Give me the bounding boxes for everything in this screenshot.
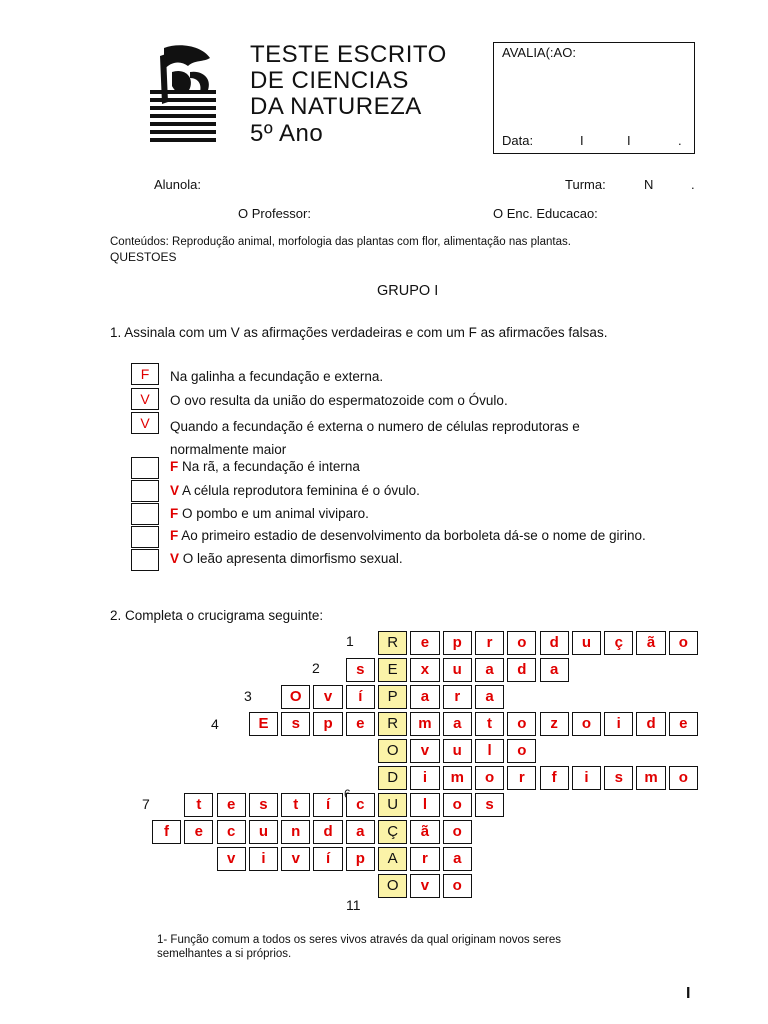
class-label: Turma:: [565, 177, 606, 192]
crossword-cell[interactable]: A: [378, 847, 407, 871]
statement-7-text: Ao primeiro estadio de desenvolvimento da borboleta dá-se o nome de girino.: [181, 528, 646, 543]
crossword-cell[interactable]: O: [281, 685, 310, 709]
evaluation-box: [493, 42, 695, 154]
crossword-cell[interactable]: E: [249, 712, 278, 736]
evaluation-label: AVALIA(:AO:: [502, 45, 576, 60]
number-end: .: [691, 177, 695, 192]
crossword-cell[interactable]: t: [281, 793, 310, 817]
title-line-2: DE CIENCIAS: [250, 67, 409, 94]
row-number-2: 2: [312, 660, 320, 676]
statement-6: [170, 506, 369, 521]
crossword-cell[interactable]: í: [313, 793, 342, 817]
crossword-cell[interactable]: d: [507, 658, 536, 682]
crossword-cell[interactable]: Ç: [378, 820, 407, 844]
statement-4: [170, 459, 360, 474]
answer-7: F: [170, 528, 179, 543]
crossword-cell[interactable]: O: [378, 874, 407, 898]
crossword-cell[interactable]: v: [217, 847, 246, 871]
crossword-cell[interactable]: p: [443, 631, 472, 655]
crossword-cell[interactable]: f: [152, 820, 181, 844]
statement-3-continued: normalmente maior: [170, 442, 287, 457]
question-2-prompt: 2. Completa o crucigrama seguinte:: [110, 608, 324, 623]
clue-1: 1- Função comum a todos os seres vivos através da qual originam novos seres: [157, 934, 561, 946]
crossword-cell[interactable]: R: [378, 631, 407, 655]
crossword-cell[interactable]: v: [410, 739, 439, 763]
row-number-1: 1: [346, 633, 354, 649]
crossword-cell[interactable]: d: [636, 712, 665, 736]
crossword-cell[interactable]: o: [475, 766, 504, 790]
crossword-cell[interactable]: e: [669, 712, 698, 736]
crossword-cell[interactable]: c: [217, 820, 246, 844]
crossword-cell[interactable]: f: [540, 766, 569, 790]
contents-line: Conteúdos: Reprodução animal, morfologia das plantas com flor, alimentação nas plantas.: [110, 236, 571, 248]
crossword-cell[interactable]: o: [507, 631, 536, 655]
crossword-cell[interactable]: ç: [604, 631, 633, 655]
crossword-cell[interactable]: i: [604, 712, 633, 736]
crossword-cell[interactable]: d: [313, 820, 342, 844]
answer-6: F: [170, 506, 179, 521]
statement-1: Na galinha a fecundação e externa.: [170, 369, 384, 384]
crossword-cell[interactable]: s: [475, 793, 504, 817]
title-line-4: 5º Ano: [250, 120, 324, 147]
clue-1-continued: semelhantes a si próprios.: [157, 948, 292, 960]
tf-box-7[interactable]: [131, 526, 159, 548]
tf-box-4[interactable]: [131, 457, 159, 479]
crossword-cell[interactable]: i: [410, 766, 439, 790]
crossword-cell[interactable]: ã: [636, 631, 665, 655]
date-end: .: [678, 133, 682, 148]
crossword-cell[interactable]: r: [475, 631, 504, 655]
crossword-cell[interactable]: a: [540, 658, 569, 682]
crossword-cell[interactable]: v: [313, 685, 342, 709]
crossword-cell[interactable]: u: [443, 658, 472, 682]
crossword-cell[interactable]: E: [378, 658, 407, 682]
crossword-cell[interactable]: m: [410, 712, 439, 736]
crossword-cell[interactable]: s: [604, 766, 633, 790]
tf-box-8[interactable]: [131, 549, 159, 571]
crossword-cell[interactable]: n: [281, 820, 310, 844]
title-line-1: TESTE ESCRITO: [250, 41, 447, 68]
crossword-cell[interactable]: s: [249, 793, 278, 817]
crossword-cell[interactable]: s: [281, 712, 310, 736]
statement-5-text: A célula reprodutora feminina é o óvulo.: [182, 483, 420, 498]
crossword-cell[interactable]: o: [507, 739, 536, 763]
statement-4-text: Na rã, a fecundação é interna: [182, 459, 360, 474]
crossword-cell[interactable]: l: [475, 739, 504, 763]
answer-5: V: [170, 483, 180, 498]
group-title: GRUPO I: [377, 283, 439, 299]
questions-label: QUESTOES: [110, 250, 177, 264]
crossword-cell[interactable]: O: [378, 739, 407, 763]
student-label: Alunola:: [154, 177, 201, 192]
crossword-cell[interactable]: r: [507, 766, 536, 790]
crossword-cell[interactable]: a: [475, 658, 504, 682]
crossword-cell[interactable]: o: [669, 631, 698, 655]
page-mark: I: [686, 985, 691, 1002]
crossword-cell[interactable]: x: [410, 658, 439, 682]
row-number-3: 3: [244, 688, 252, 704]
number-label: N: [644, 177, 654, 192]
crossword-cell[interactable]: ã: [410, 820, 439, 844]
crossword-cell[interactable]: o: [443, 874, 472, 898]
crossword-cell[interactable]: l: [410, 793, 439, 817]
crossword-cell[interactable]: e: [217, 793, 246, 817]
crossword-cell[interactable]: m: [443, 766, 472, 790]
crossword-cell[interactable]: U: [378, 793, 407, 817]
crossword-cell[interactable]: a: [410, 685, 439, 709]
statement-6-text: O pombo e um animal viviparo.: [182, 506, 369, 521]
crossword-cell[interactable]: i: [572, 766, 601, 790]
school-logo: [150, 42, 218, 154]
crossword-cell[interactable]: e: [184, 820, 213, 844]
crossword-cell[interactable]: z: [540, 712, 569, 736]
crossword-cell[interactable]: i: [249, 847, 278, 871]
title-line-3: DA NATUREZA: [250, 93, 422, 120]
crossword-cell[interactable]: o: [507, 712, 536, 736]
crossword-cell[interactable]: t: [184, 793, 213, 817]
crossword-cell[interactable]: r: [410, 847, 439, 871]
crossword-cell[interactable]: a: [443, 712, 472, 736]
crossword-cell[interactable]: e: [346, 712, 375, 736]
crossword-cell[interactable]: r: [443, 685, 472, 709]
crossword-cell[interactable]: d: [540, 631, 569, 655]
crossword-cell[interactable]: o: [443, 793, 472, 817]
crossword-cell[interactable]: R: [378, 712, 407, 736]
crossword-cell[interactable]: a: [346, 820, 375, 844]
crossword-cell[interactable]: p: [346, 847, 375, 871]
date-separator-1: I: [580, 133, 584, 148]
tf-box-2[interactable]: V: [131, 388, 159, 410]
question-1-prompt: 1. Assinala com um V as afirmações verdadeiras e com um F as afirmacões falsas.: [110, 325, 608, 340]
crossword-cell[interactable]: u: [443, 739, 472, 763]
crossword-cell[interactable]: p: [313, 712, 342, 736]
crossword-cell[interactable]: í: [346, 685, 375, 709]
row-number-11: 11: [346, 897, 361, 913]
crossword-cell[interactable]: s: [346, 658, 375, 682]
crossword-cell[interactable]: v: [410, 874, 439, 898]
crossword-cell[interactable]: m: [636, 766, 665, 790]
row-number-4: 4: [211, 716, 219, 732]
statement-3: Quando a fecundação é externa o numero de células reprodutoras e: [170, 419, 580, 434]
tf-box-6[interactable]: [131, 503, 159, 525]
crossword-cell[interactable]: c: [346, 793, 375, 817]
statement-2: O ovo resulta da união do espermatozoide com o Óvulo.: [170, 393, 508, 408]
answer-4: F: [170, 459, 179, 474]
tf-box-1[interactable]: F: [131, 363, 159, 385]
statement-7: [170, 528, 646, 543]
crossword-cell[interactable]: e: [410, 631, 439, 655]
tf-box-3[interactable]: V: [131, 412, 159, 434]
crossword-cell[interactable]: D: [378, 766, 407, 790]
row-number-7: 7: [142, 796, 150, 812]
crossword-cell[interactable]: v: [281, 847, 310, 871]
answer-8: V: [170, 551, 180, 566]
date-separator-2: I: [627, 133, 631, 148]
crossword-cell[interactable]: o: [669, 766, 698, 790]
statement-5: [170, 483, 420, 498]
crossword-cell[interactable]: o: [443, 820, 472, 844]
crossword-cell[interactable]: í: [313, 847, 342, 871]
crossword-cell[interactable]: a: [475, 685, 504, 709]
statement-8: [170, 551, 403, 566]
crossword-cell[interactable]: u: [572, 631, 601, 655]
crossword-cell[interactable]: t: [475, 712, 504, 736]
tf-box-5[interactable]: [131, 480, 159, 502]
date-label: Data:: [502, 133, 534, 148]
crossword-cell[interactable]: P: [378, 685, 407, 709]
crossword-cell[interactable]: u: [249, 820, 278, 844]
statement-8-text: O leão apresenta dimorfismo sexual.: [182, 551, 403, 566]
crossword-cell[interactable]: a: [443, 847, 472, 871]
guardian-label: O Enc. Educacao:: [493, 206, 598, 221]
teacher-label: O Professor:: [238, 206, 311, 221]
crossword-cell[interactable]: o: [572, 712, 601, 736]
